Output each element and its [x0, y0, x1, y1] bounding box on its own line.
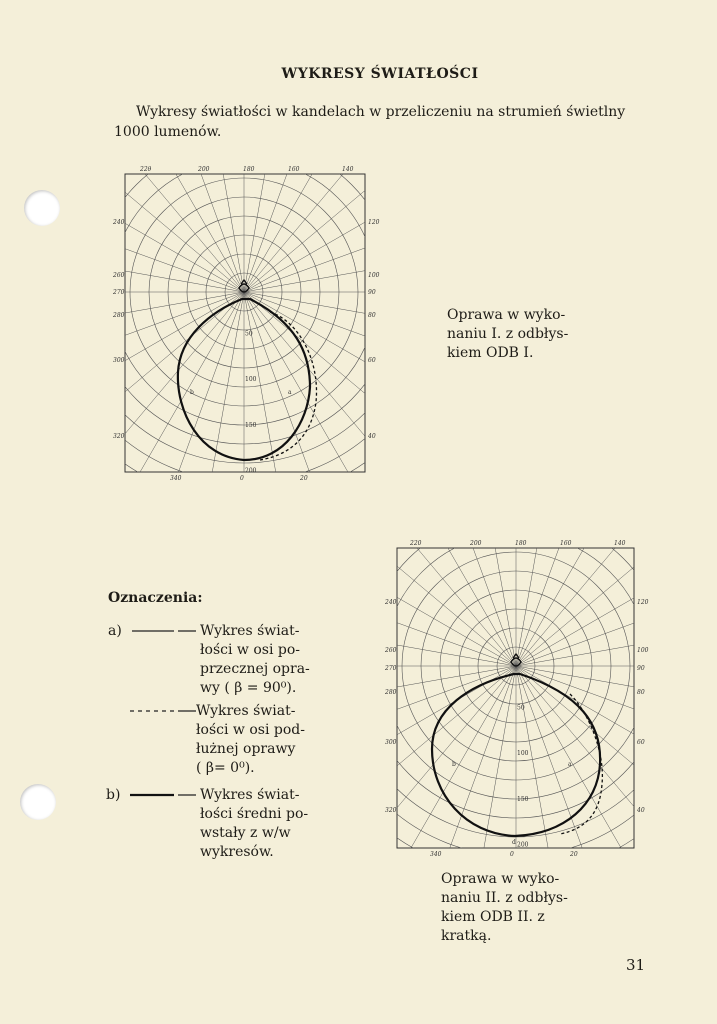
radial-value-label: 200: [517, 841, 529, 849]
right-tick-label: 90: [368, 289, 376, 296]
intro-line-1: Wykresy światłości w kandelach w przeliczeniu na strumień świetlny: [136, 104, 626, 120]
radial-value-label: 100: [517, 750, 529, 758]
polar-grid: [110, 162, 380, 482]
curve-label: b: [190, 389, 194, 396]
right-tick-label: 40: [637, 807, 645, 814]
left-tick-label: 260: [113, 272, 125, 279]
left-tick-label: 280: [385, 689, 397, 696]
left-tick-label: 280: [113, 312, 125, 319]
legend-title: Oznaczenia:: [108, 590, 203, 606]
legend-a2-line-4: ( β= 0⁰).: [196, 760, 255, 776]
left-tick-label: 300: [113, 357, 125, 364]
punch-hole-bottom: [20, 784, 56, 820]
right-tick-label: 40: [368, 433, 376, 440]
caption-1-line-3: kiem ODB I.: [447, 345, 534, 361]
intro-line-2: 1000 lumenów.: [114, 124, 222, 140]
legend-text-a1: [200, 622, 320, 698]
top-tick-label: 160: [560, 540, 572, 547]
legend-a1-line-3: przecznej opra-: [200, 661, 310, 677]
left-tick-label: 270: [113, 289, 125, 296]
caption-2-line-3: kiem ODB II. z: [441, 909, 545, 925]
left-tick-label: 320: [385, 807, 397, 814]
top-tick-label: 200: [198, 166, 210, 173]
radial-value-label: 50: [245, 330, 253, 338]
curve-longitudinal: [560, 694, 602, 834]
caption-2-line-1: Oprawa w wyko-: [441, 871, 560, 887]
caption-2-line-2: naniu II. z odbłys-: [441, 890, 568, 906]
legend-a2-line-3: łużnej oprawy: [196, 741, 296, 757]
caption-1-line-1: Oprawa w wyko-: [447, 307, 566, 323]
left-tick-label: 320: [113, 433, 125, 440]
right-tick-label: 60: [368, 357, 376, 364]
legend-b-line-4: wykresów.: [200, 844, 274, 860]
caption-diagram-2: [441, 870, 581, 946]
legend-marker-a: a): [108, 623, 122, 639]
top-tick-label: 180: [243, 166, 255, 173]
legend-b-line-1: Wykres świat-: [200, 787, 300, 803]
legend-b-line-2: łości średni po-: [200, 806, 309, 822]
top-tick-label: 180: [515, 540, 527, 547]
radial-value-label: 150: [517, 795, 529, 803]
punch-hole-top: [24, 190, 60, 226]
curve-label: b: [452, 761, 456, 768]
left-tick-label: 300: [385, 739, 397, 746]
legend-a2-line-2: łości w osi pod-: [196, 722, 305, 738]
bottom-tick-label: 0: [240, 475, 244, 482]
caption-diagram-1: [447, 306, 587, 363]
top-tick-label: 160: [288, 166, 300, 173]
bottom-tick-label: 0: [510, 851, 514, 858]
legend-text-a2: [196, 702, 320, 778]
top-tick-label: 200: [470, 540, 482, 547]
curve-label: a: [568, 761, 572, 768]
right-tick-label: 120: [637, 599, 649, 606]
bottom-tick-label: 340: [430, 851, 442, 858]
polar-diagram-1: [110, 162, 380, 482]
legend-b-line-3: wstały z w/w: [200, 825, 291, 841]
left-tick-label: 270: [385, 665, 397, 672]
bottom-tick-label: 20: [570, 851, 578, 858]
left-tick-label: 240: [385, 599, 397, 606]
legend-dashed-line-a: [128, 702, 200, 722]
intro-paragraph: [114, 102, 674, 142]
polar-diagram-2: [380, 534, 650, 864]
right-tick-label: 100: [368, 272, 380, 279]
curve-label: a: [288, 389, 292, 396]
right-tick-label: 80: [368, 312, 376, 319]
top-tick-label: 220: [410, 540, 422, 547]
bottom-tick-label: 20: [300, 475, 308, 482]
legend-marker-b: b): [106, 787, 121, 803]
right-tick-label: 100: [637, 647, 649, 654]
radial-value-label: 150: [245, 421, 257, 429]
page-number: 31: [626, 956, 646, 974]
caption-1-line-2: naniu I. z odbłys-: [447, 326, 569, 342]
legend-a1-line-1: Wykres świat-: [200, 623, 300, 639]
radial-value-label: 50: [517, 704, 525, 712]
radial-value-label: 200: [245, 467, 257, 475]
right-tick-label: 120: [368, 219, 380, 226]
caption-2-line-4: kratką.: [441, 928, 492, 944]
legend-a1-line-4: wy ( β = 90⁰).: [200, 680, 297, 696]
legend-solid-line-a: [130, 622, 200, 642]
polar-grid: [380, 534, 650, 864]
legend-a2-line-1: Wykres świat-: [196, 703, 296, 719]
top-tick-label: 140: [342, 166, 354, 173]
legend-text-b: [200, 786, 320, 862]
legend-thick-line-b: [128, 786, 200, 806]
bottom-tick-label: 340: [170, 475, 182, 482]
top-tick-label: 22θ: [140, 166, 152, 173]
left-tick-label: 240: [113, 219, 125, 226]
right-tick-label: 90: [637, 665, 645, 672]
left-tick-label: 260: [385, 647, 397, 654]
radial-value-label: 100: [245, 376, 257, 384]
curve-label: d: [512, 839, 516, 846]
right-tick-label: 80: [637, 689, 645, 696]
legend-a1-line-2: łości w osi po-: [200, 642, 301, 658]
page-title: WYKRESY ŚWIATŁOŚCI: [281, 66, 479, 82]
top-tick-label: 140: [614, 540, 626, 547]
right-tick-label: 60: [637, 739, 645, 746]
